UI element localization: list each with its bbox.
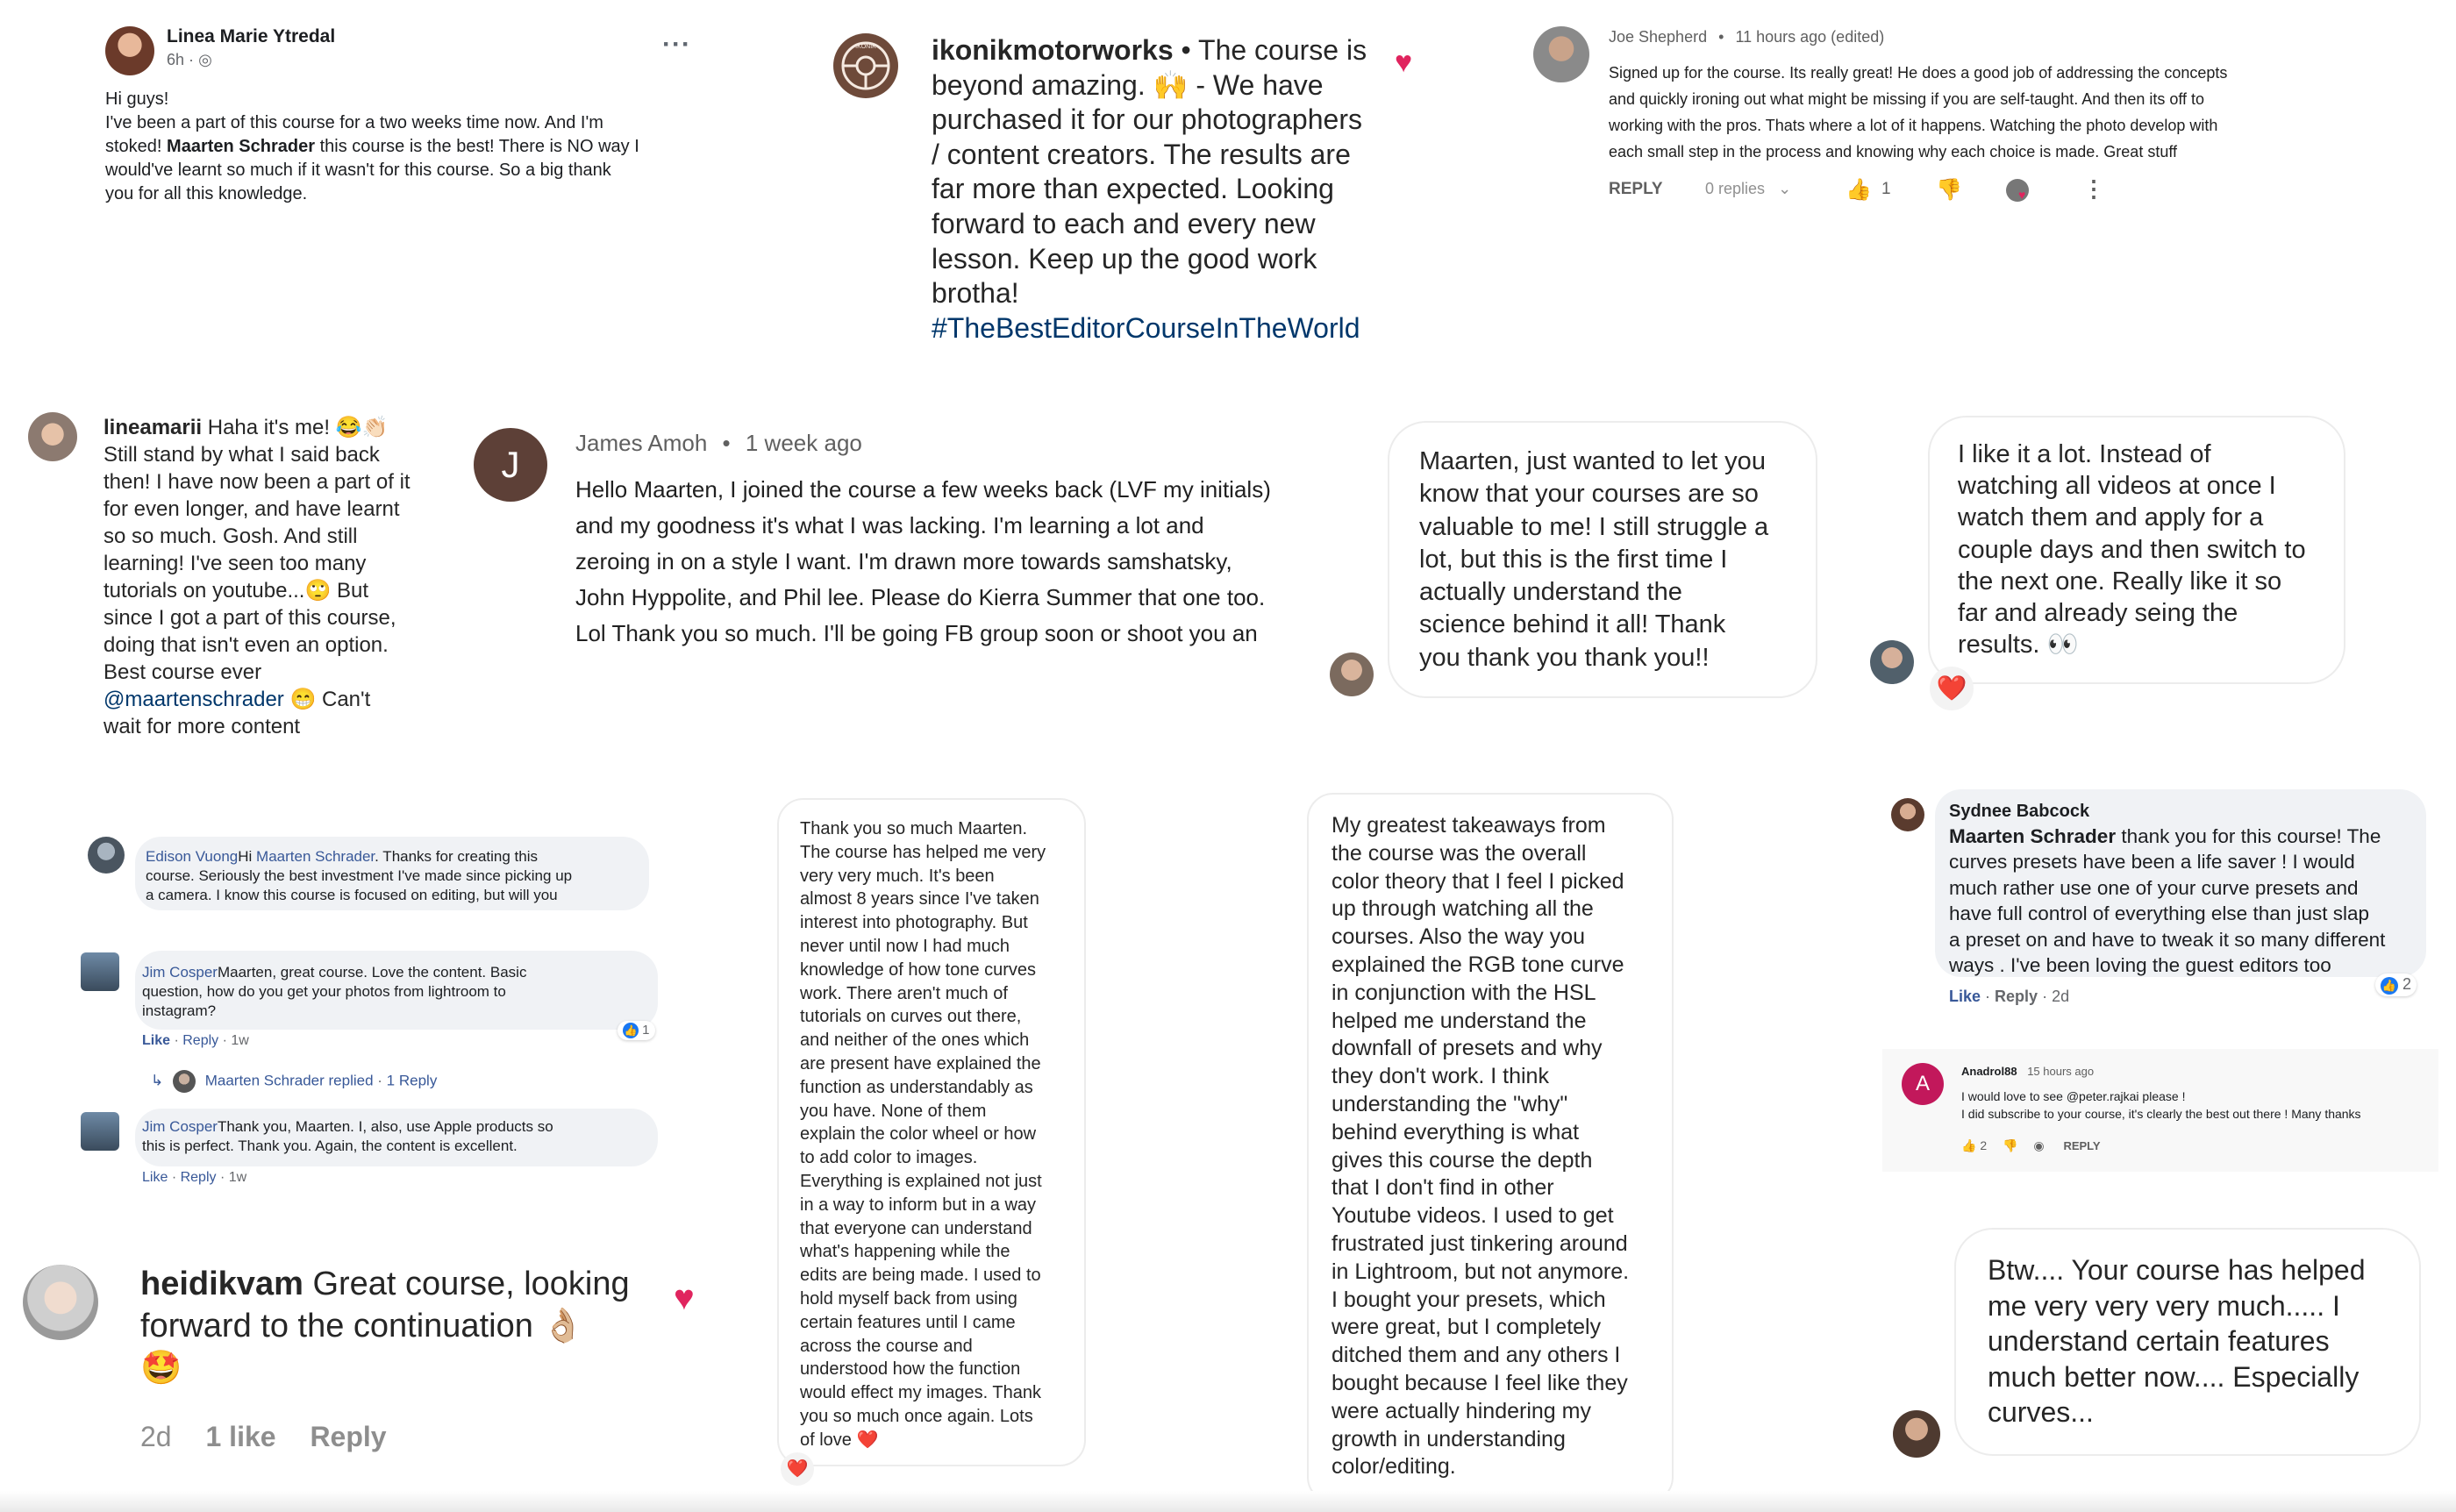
text-line: helped me understand the — [1332, 1008, 1587, 1033]
avatar[interactable] — [1891, 798, 1924, 831]
text-line: certain features until I came — [800, 1312, 1016, 1332]
text-line: curves presets have been a life saver ! I would — [1949, 851, 2355, 874]
avatar[interactable] — [1902, 1063, 1944, 1105]
globe-icon: ◎ — [198, 51, 212, 68]
heart-reaction[interactable] — [1930, 667, 1974, 710]
comment-text — [1949, 824, 2423, 978]
avatar[interactable] — [173, 1070, 196, 1093]
text-line: doing that isn't even an option. — [104, 633, 389, 657]
text-line: watching all videos at once I — [1958, 472, 2276, 501]
timestamp[interactable]: 1 week ago — [745, 430, 862, 456]
text-line: valuable to me! I still struggle a — [1419, 512, 1769, 541]
text-line: explain the color wheel or how — [800, 1124, 1037, 1145]
text-line: across the course and — [800, 1336, 973, 1356]
text-line: ditched them and any others I — [1332, 1343, 1621, 1368]
steering-wheel-icon — [833, 33, 898, 98]
text-line: learning! I've seen too many — [104, 552, 367, 575]
text-line: curves... — [1988, 1396, 2094, 1428]
text-line: far more than expected. Looking — [932, 173, 1334, 205]
text-span: stoked! — [105, 137, 162, 156]
text-line: growth in understanding — [1332, 1426, 1566, 1451]
text-line: the next one. Really like it so — [1958, 567, 2282, 596]
mention-link[interactable]: Maarten Schrader — [256, 848, 375, 865]
commenter-name[interactable]: Jim Cosper — [142, 1118, 218, 1135]
like-count: 1 — [1881, 180, 1891, 198]
text-line: understand certain features — [1988, 1325, 2330, 1357]
text-span: Hi — [238, 848, 253, 865]
timestamp[interactable]: 15 hours ago — [2027, 1065, 2095, 1078]
comment-text — [1961, 1088, 2426, 1123]
text-line: the course was the overall — [1332, 840, 1587, 866]
text-line: bought because I feel like they — [1332, 1370, 1628, 1395]
separator: • — [1718, 28, 1724, 46]
text-line: were great, but I completely — [1332, 1315, 1602, 1340]
avatar[interactable] — [105, 26, 154, 75]
text-line: I did subscribe to your course, it's clearly the best out there ! Many thanks — [1961, 1107, 2361, 1121]
text-line: you for all this knowledge. — [105, 184, 308, 203]
text-line: brotha! — [932, 277, 1019, 310]
chevron-down-icon[interactable]: ⌄ — [1778, 180, 1792, 197]
text-line: question, how do you get your photos from lightroom to — [142, 983, 506, 1000]
text-line: Btw.... Your course has helped — [1988, 1254, 2366, 1286]
text-line: you have. None of them — [800, 1101, 987, 1121]
like-button[interactable]: Like — [142, 1033, 171, 1048]
text-line: I would love to see @peter.rajkai please ! — [1961, 1089, 2186, 1103]
text-span: Great course, looking — [312, 1266, 630, 1302]
reaction-count[interactable] — [618, 1021, 655, 1040]
text-line: ways . I've been loving the guest editors too — [1949, 954, 2331, 977]
text-line: and my goodness it's what I was lacking. I'm learning a lot and — [575, 512, 1204, 538]
like-button[interactable]: Like — [142, 1170, 168, 1185]
avatar[interactable] — [1870, 640, 1914, 684]
text-line: 🤩 — [140, 1350, 182, 1387]
comment-text — [105, 88, 719, 206]
text-line: would've learnt so much if it wasn't for this course. So a big thank — [105, 160, 611, 180]
text-line: beyond amazing. 🙌 - We have — [932, 68, 1324, 101]
text-line: Everything is explained not just — [800, 1171, 1042, 1191]
comment-text — [104, 414, 437, 740]
separator: · — [189, 51, 195, 68]
comment-text — [142, 963, 651, 1021]
heart-icon[interactable]: ♥ — [674, 1279, 695, 1317]
commenter-name[interactable]: Joe Shepherd — [1609, 28, 1708, 46]
likes-count[interactable]: 1 like — [205, 1421, 276, 1452]
text-line: course. Seriously the best investment I've made since picking up — [146, 867, 573, 884]
like-reaction-icon: 👍 — [2381, 977, 2398, 995]
text-line: edits are being made. I used to — [800, 1266, 1041, 1286]
text-line: Hi guys! — [105, 89, 169, 109]
text-line: a camera. I know this course is focused on editing, but will you — [146, 887, 558, 903]
text-line: behind everything is what — [1332, 1119, 1580, 1145]
avatar[interactable] — [1893, 1410, 1940, 1458]
mention-link[interactable]: @maartenschrader — [104, 688, 284, 711]
text-line: me very very very much..... I — [1988, 1289, 2340, 1322]
text-span: Thank you, Maarten. I, also, use Apple products so — [217, 1118, 553, 1135]
reply-button[interactable]: Reply — [182, 1033, 219, 1048]
text-line: downfall of presets and why — [1332, 1036, 1603, 1061]
timestamp[interactable]: 6h — [167, 51, 185, 68]
mention-link[interactable]: Maarten Schrader — [1949, 825, 2117, 847]
text-line: science behind it all! Thank — [1419, 610, 1726, 639]
text-line: that everyone can understand — [800, 1218, 1032, 1238]
view-replies-link[interactable]: 1 Reply — [386, 1072, 438, 1089]
text-line: wait for more content — [104, 715, 301, 738]
text-line: then! I have now been a part of it — [104, 470, 411, 494]
text-span: Haha it's me! 😂👏🏻 — [207, 416, 389, 439]
text-line: are present have explained the — [800, 1053, 1041, 1073]
text-line: Maarten, just wanted to let you — [1419, 447, 1766, 475]
avatar[interactable] — [88, 837, 125, 874]
text-line: far and already seing the — [1958, 599, 2238, 628]
text-span: thank you for this course! The — [2121, 825, 2381, 847]
thumbs-up-icon[interactable]: 👍 — [1846, 178, 1872, 202]
separator: • — [722, 430, 731, 456]
reply-button[interactable]: Reply — [310, 1421, 387, 1452]
text-line: were actually hindering my — [1332, 1398, 1591, 1423]
text-line: to add color to images. — [800, 1148, 978, 1168]
text-line: interest into photography. But — [800, 913, 1028, 933]
thumbs-up-icon[interactable]: 👍 — [1961, 1138, 1977, 1152]
text-line: each small step in the process and knowing why each choice is made. Great stuff — [1609, 143, 2178, 160]
text-span: . Thanks for creating this — [375, 848, 539, 865]
reply-arrow-icon: ↳ — [151, 1072, 164, 1089]
comment-text — [1332, 812, 1672, 1481]
replies-count[interactable]: 0 replies — [1705, 180, 1766, 197]
like-reaction-icon: 👍 — [624, 1024, 638, 1037]
text-line: Hello Maarten, I joined the course a few weeks back (LVF my initials) — [575, 476, 1271, 503]
comment-text — [1419, 446, 1814, 674]
text-line: so so much. Gosh. And still — [104, 524, 358, 548]
reply-button[interactable]: REPLY — [2063, 1139, 2101, 1152]
text-line: in a way to inform but in a way — [800, 1195, 1037, 1215]
text-line: color theory that I feel I picked — [1332, 868, 1624, 894]
text-line: almost 8 years since I've taken — [800, 889, 1039, 909]
text-line: very very much. It's been — [800, 866, 995, 886]
text-line: hold myself back from using — [800, 1288, 1017, 1309]
text-line: understood how the function — [800, 1359, 1021, 1380]
text-span: 😁 Can't — [289, 688, 371, 711]
text-line: understanding the "why" — [1332, 1091, 1568, 1116]
text-line: they don't work. I think — [1332, 1064, 1549, 1089]
text-line: gives this course the depth — [1332, 1147, 1593, 1173]
text-line: that I don't find in other — [1332, 1175, 1554, 1201]
text-line: color/editing. — [1332, 1454, 1456, 1480]
thumbs-down-icon[interactable]: 👎 — [1936, 178, 1962, 202]
bottom-fade — [0, 1491, 2456, 1512]
avatar-initial: J — [501, 444, 520, 485]
commenter-name[interactable]: James Amoh — [575, 430, 708, 456]
avatar[interactable] — [28, 412, 77, 461]
commenter-name[interactable]: Jim Cosper — [142, 964, 218, 981]
commenter-name[interactable]: Sydnee Babcock — [1949, 802, 2090, 821]
text-line: Signed up for the course. Its really great! He does a good job of addressing the concepts — [1609, 64, 2228, 82]
avatar[interactable] — [81, 1112, 119, 1151]
reaction-number: 2 — [2402, 975, 2412, 993]
avatar[interactable] — [1533, 26, 1589, 82]
text-line: tutorials on youtube...🙄 But — [104, 579, 369, 603]
commenter-name[interactable]: Linea Marie Ytredal — [167, 26, 336, 46]
hashtag-link[interactable]: #TheBestEditorCourseInTheWorld — [932, 311, 1360, 344]
text-line: have full control of everything else than just slap — [1949, 902, 2370, 925]
text-line: in Lightroom, but not anymore. — [1332, 1259, 1630, 1284]
comment-text — [142, 1117, 651, 1156]
heart-icon: ❤️ — [786, 1459, 809, 1479]
text-line: Still stand by what I said back — [104, 443, 380, 467]
comment-text — [1958, 439, 2344, 660]
reply-button[interactable]: Reply — [180, 1170, 217, 1185]
text-line: Thank you so much Maarten. — [800, 819, 1028, 838]
text-line: never until now I had much — [800, 936, 1010, 956]
more-vert-icon[interactable]: ⋮ — [2082, 175, 2105, 202]
text-line: courses. Also the way you — [1332, 924, 1586, 950]
text-line: of love ❤️ — [800, 1430, 879, 1450]
text-line: function as understandably as — [800, 1077, 1033, 1097]
text-line: / content creators. The results are — [932, 138, 1351, 170]
text-line: Best course ever — [104, 660, 262, 684]
comment-text — [1988, 1252, 2417, 1430]
avatar[interactable] — [1330, 653, 1374, 696]
text-line: in conjunction with the HSL — [1332, 980, 1596, 1005]
avatar-initial: A — [1915, 1072, 1930, 1095]
text-line: watch them and apply for a — [1958, 503, 2264, 532]
creator-heart-icon[interactable]: ◉ — [2033, 1138, 2045, 1152]
text-line: lot, but this is the first time I — [1419, 545, 1728, 574]
text-line: Lol Thank you so much. I'll be going FB group soon or shoot you an — [575, 620, 1258, 646]
heart-icon[interactable]: ♥ — [1395, 46, 1413, 79]
text-line: tutorials on curves out there, — [800, 1007, 1022, 1027]
text-line: My greatest takeaways from — [1332, 813, 1606, 838]
reaction-number: 1 — [642, 1023, 650, 1038]
avatar[interactable] — [81, 952, 119, 991]
commenter-name[interactable]: Edison Vuong — [146, 848, 239, 865]
text-line: John Hyppolite, and Phil lee. Please do Kierra Summer that one too. — [575, 584, 1266, 610]
text-line: for even longer, and have learnt — [104, 497, 400, 521]
text-line: working with the pros. Thats where a lot of it happens. Watching the photo develop with — [1609, 117, 2218, 134]
commenter-name[interactable]: heidikvam — [140, 1266, 303, 1302]
avatar[interactable] — [833, 33, 898, 98]
like-button[interactable]: Like — [1949, 988, 1981, 1005]
text-line: you thank you thank you!! — [1419, 643, 1710, 672]
text-line: and neither of the ones which — [800, 1031, 1030, 1051]
text-line: instagram? — [142, 1002, 217, 1019]
commenter-name[interactable]: Anadrol88 — [1961, 1065, 2017, 1078]
text-line: work. There aren't much of — [800, 983, 1008, 1003]
text-line: would effect my images. Thank — [800, 1383, 1041, 1403]
text-line: and quickly ironing out what might be missing if you are self-taught. And then its off to — [1609, 90, 2205, 108]
replied-name[interactable]: Maarten Schrader replied — [204, 1072, 374, 1089]
comment-text — [1609, 60, 2328, 165]
text-line: I like it a lot. Instead of — [1958, 440, 2211, 468]
text-line: frustrated just tinkering around — [1332, 1230, 1628, 1256]
timestamp[interactable]: 11 hours ago (edited) — [1735, 28, 1885, 46]
more-options-button[interactable]: ··· — [662, 30, 691, 59]
text-line: a preset on and have to tweak it so many different — [1949, 928, 2386, 951]
text-span: Maarten, great course. Love the content. Basic — [217, 964, 527, 981]
text-line: since I got a part of this course, — [104, 606, 396, 630]
comment-text — [575, 472, 1330, 652]
reply-button[interactable]: REPLY — [1609, 180, 1663, 198]
timestamp[interactable]: 1w — [231, 1033, 249, 1048]
commenter-name[interactable]: ikonikmotorworks — [932, 34, 1174, 66]
reply-button[interactable]: Reply — [1995, 988, 2038, 1005]
text-span: this course is the best! There is NO way I — [319, 137, 639, 156]
avatar[interactable] — [474, 428, 547, 502]
comment-text — [800, 817, 1081, 1452]
text-line: forward to the continuation 👌🏼 — [140, 1308, 584, 1344]
avatar[interactable] — [23, 1265, 98, 1340]
text-line: knowledge of how tone curves — [800, 959, 1037, 980]
creator-heart-icon[interactable]: ♥ — [2006, 179, 2029, 202]
timestamp[interactable]: 2d — [140, 1421, 172, 1452]
text-line: purchased it for our photographers — [932, 103, 1362, 136]
comment-text — [146, 847, 646, 905]
text-line: explained the RGB tone curve — [1332, 952, 1624, 977]
heart-icon: ❤️ — [1936, 674, 1967, 702]
like-count: 2 — [1980, 1138, 1988, 1152]
text-line: couple days and then switch to — [1958, 535, 2306, 564]
comment-text — [140, 1263, 684, 1389]
text-line: lesson. Keep up the good work — [932, 242, 1317, 275]
text-line: Youtube videos. I used to get — [1332, 1203, 1614, 1229]
heart-reaction[interactable] — [781, 1452, 814, 1486]
text-line: what's happening while the — [800, 1242, 1010, 1262]
text-line: I bought your presets, which — [1332, 1287, 1606, 1312]
text-line: actually understand the — [1419, 578, 1682, 607]
comment-text — [932, 33, 1423, 346]
text-line: zeroing in on a style I want. I'm drawn more towards samshatsky, — [575, 548, 1232, 574]
text-line: I've been a part of this course for a two weeks time now. And I'm — [105, 113, 603, 132]
text-line: results. 👀 — [1958, 631, 2079, 660]
mention-link[interactable]: Maarten Schrader — [167, 137, 316, 156]
commenter-name[interactable]: lineamarii — [104, 416, 203, 439]
svg-text:IKONIK: IKONIK — [855, 44, 876, 50]
text-line: know that your courses are so — [1419, 480, 1759, 509]
text-line: forward to each and every new — [932, 207, 1316, 239]
timestamp[interactable]: 2d — [2052, 988, 2070, 1005]
text-span: • The course is — [1181, 34, 1367, 66]
text-line: The course has helped me very — [800, 842, 1046, 862]
text-line: much better now.... Especially — [1988, 1360, 2360, 1393]
timestamp[interactable]: 1w — [228, 1170, 247, 1185]
text-line: much rather use one of your curve presets and — [1949, 876, 2359, 899]
text-line: up through watching all the — [1332, 896, 1594, 922]
thumbs-down-icon[interactable]: 👎 — [2003, 1138, 2018, 1152]
reaction-count[interactable] — [2375, 974, 2417, 996]
text-line: this is perfect. Thank you. Again, the content is excellent. — [142, 1138, 518, 1154]
text-line: you so much once again. Lots — [800, 1406, 1033, 1426]
